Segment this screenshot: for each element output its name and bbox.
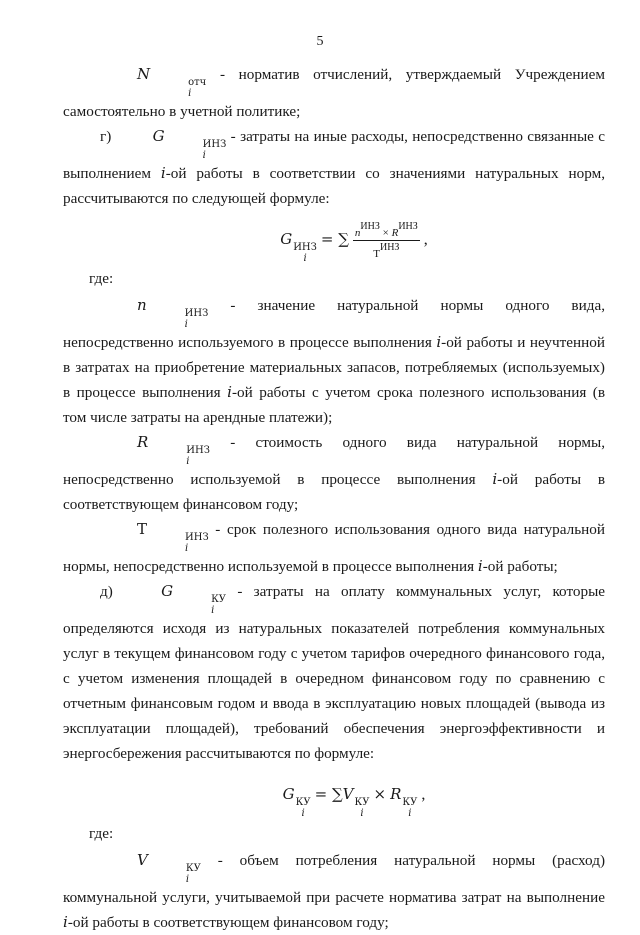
paragraph-useful-life: Т ИНЗ i - срок полезного использования одного вида натуральной нормы, непосредственно используемой в процессе выполнения i-ой работы;: [63, 517, 605, 579]
paragraph-consumption-volume: V КУ i - объем потребления натуральной нормы (расход) коммунальной услуги, учитываемой при расчете норматива затрат на выполнение i-ой работы в соответствующем финансовом году;: [63, 848, 605, 935]
symbol-n-inz: n ИНЗ i: [137, 296, 209, 330]
paragraph-other-expenses: г) G ИНЗ i - затраты на иные расходы, непосредственно связанные с выполнением i-ой работы в соответствии со значениями натуральных норм, рассчитываются по следующей формуле:: [63, 124, 605, 211]
formula-other-expenses: G ИНЗ i = ∑ $\frac{\text{nИНЗ × RИНЗ}}{\text{ТИНЗ}}$ ,: [280, 220, 428, 264]
symbol-g-inz: G ИНЗ i: [152, 127, 227, 161]
symbol-n-otch: N отч i: [137, 65, 207, 99]
where-label-2: где:: [89, 825, 114, 842]
formula-utilities: G КУ i = ∑V КУ i × R КУ i ,: [282, 785, 426, 819]
formula-fraction: $\frac{\text{nИНЗ × RИНЗ}}{\text{ТИНЗ}}$: [354, 220, 418, 260]
symbol-t-inz: Т ИНЗ i: [137, 520, 209, 554]
paragraph-norm-deductions: N отч i - норматив отчислений, утверждаемый Учреждением самостоятельно в учетной политике;: [63, 62, 605, 124]
document-body: [63, 60, 605, 935]
symbol-g-ku: G КУ i: [161, 582, 227, 616]
paragraph-natural-norm: n ИНЗ i - значение натуральной нормы одного вида, непосредственно используемого в процессе выполнения i-ой работы и неучтенной в затратах на приобретение материальных запасов, потребляемых (используемых) в процессе выполнения i-ой работы с учетом срока полезного использования (в том числе затраты на арендные платежи);: [63, 293, 605, 430]
symbol-r-inz: R ИНЗ i: [137, 433, 210, 467]
page-number: 5: [316, 34, 324, 49]
symbol-v-ku: V КУ i: [137, 851, 201, 885]
paragraph-norm-cost: R ИНЗ i - стоимость одного вида натуральной нормы, непосредственно используемой в процессе выполнения i-ой работы в соответствующем финансовом году;: [63, 430, 605, 517]
where-label: где:: [89, 270, 114, 287]
paragraph-utilities: д) G КУ i - затраты на оплату коммунальных услуг, которые определяются исходя из натуральных показателей потребления коммунальных услуг в текущем финансовом году с учетом тарифов очередного финансового года, с учетом изменения площадей в очередном финансовом году по сравнению с отчетным финансовым годом и ввода в эксплуатацию новых площадей (вывода из эксплуатации площадей), требований обеспечения энергоэффективности и энергосбережения рассчитываются по формуле:: [63, 579, 605, 766]
